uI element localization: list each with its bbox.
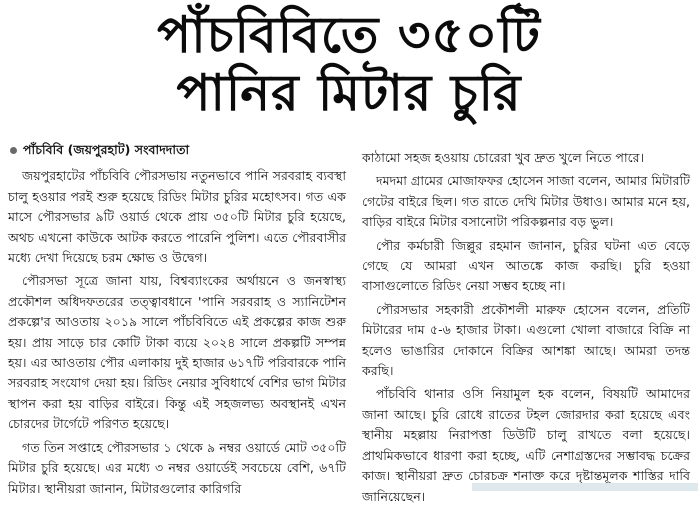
bullet-icon (10, 147, 17, 154)
headline-line-2: পানির মিটার চুরি (176, 64, 522, 122)
paragraph: পৌর কর্মচারী জিল্লুর রহমান জানান, চুরির ঘটনা এত বেড়ে গেছে যে আমরা এখন আতঙ্কে কাজ করছি। চুরি হওয়া বাসাগুলোতে রিডিং নেয়া সম্ভব হচ্ছে না। (362, 237, 690, 294)
paragraph: কাঠামো সহজ হওয়ায় চোরেরা খুব দ্রুত খুলে নিতে পারে। (362, 150, 645, 165)
paragraph: দমদমা গ্রামের মোজাফফর হোসেন সাজা বলেন, আমার মিটারটি গেটের বাইরে ছিল। গত রাতে দেখি মিটার উধাও। আমার মনে হয়, বাড়ির বাইরে মিটার বসানোটা পরিকল্পনার বড় ভুল। (362, 173, 690, 230)
byline-text: পাঁচবিবি (জয়পুরহাট) সংবাদদাতা (23, 142, 190, 157)
paragraph: জয়পুরহাটের পাঁচবিবি পৌরসভায় নতুনভাবে পানি সরবরাহ ব্যবস্থা চালু হওয়ার পরই শুরু হয়েছে রিডিং মিটার চুরির মহোৎসব। গত এক মাসে পৌরসভার ৯টি ওয়ার্ড থেকে প্রায় ৩৫০টি মিটার চুরি হয়েছে, অথচ এখনো কাউকে আটক করতে পারেনি পুলিশ। এতে পৌরবাসীর মধ্যে দেখা দিয়েছে চরম ক্ষোভ ও উদ্বেগ। (8, 168, 346, 266)
headline (0, 6, 698, 122)
page-edge-bar (472, 483, 698, 491)
article-column-left (8, 140, 346, 502)
headline-line-1: পাঁচবিবিতে ৩৫০টি (157, 6, 541, 64)
paragraph: পৌরসভা সূত্রে জানা যায়, বিশ্বব্যাংকের অর্থায়নে ও জনস্বাস্থ্য প্রকৌশল অধিদফতরের তত্ত্বাবধানে 'পানি সরবরাহ ও স্যানিটেশন প্রকল্পে'র আওতায় ২০১৯ সালে পাঁচবিবিতে এই প্রকল্পের কাজ শুরু হয়। প্রায় সাড়ে চার কোটি টাকা ব্যয়ে ২০২৪ সালে প্রকল্পটি সম্পন্ন হয়। এর আওতায় পৌর এলাকায় দুই হাজার ৬১৭টি পরিবারকে পানি সরবরাহ সংযোগ দেয়া হয়। রিডিং নেয়ার সুবিধার্থে বেশির ভাগ মিটার স্থাপন করা হয় বাড়ির বাইরে। কিন্তু এই সহজলভ্য অবস্থানই এখন চোরদের টার্গেটে পরিণত হয়েছে। (8, 273, 346, 432)
paragraph: পৌরসভার সহকারী প্রকৌশলী মারুফ হোসেন বলেন, প্রতিটি মিটারের দাম ৫-৬ হাজার টাকা। এগুলো খোলা বাজারে বিক্রি না হলেও ভাঙারির দোকানে বিক্রির আশঙ্কা আছে। আমরা তদন্ত করছি। (362, 301, 690, 379)
byline (8, 140, 346, 160)
paragraph: গত তিন সপ্তাহে পৌরসভার ১ থেকে ৯ নম্বর ওয়ার্ডে মোট ৩৫০টি মিটার চুরি হয়েছে। এর মধ্যে ৩ নম্বর ওয়ার্ডেই সবচেয়ে বেশি, ৬৭টি মিটার। স্থানীয়রা জানান, মিটারগুলোর কারিগরি (8, 439, 346, 496)
paragraph: পাঁচবিবি থানার ওসি নিয়ামুল হক বলেন, বিষয়টি আমাদের জানা আছে। চুরি রোধে রাতের টহল জোরদার করা হয়েছে এবং স্থানীয় মহল্লায় নিরাপত্তা ডিউটি চালু রাখতে বলা হয়েছে। প্রাথমিকভাবে ধারণা করা হচ্ছে, এটি নেশাগ্রস্তদের সম্ভাবদ্ধ চক্রের কাজ। স্থানীয়রা দ্রুত চোরচক্র শনাক্ত করে দৃষ্টান্তমূলক শাস্তির দাবি জানিয়েছেন। (362, 386, 690, 504)
article-column-right (362, 148, 690, 510)
